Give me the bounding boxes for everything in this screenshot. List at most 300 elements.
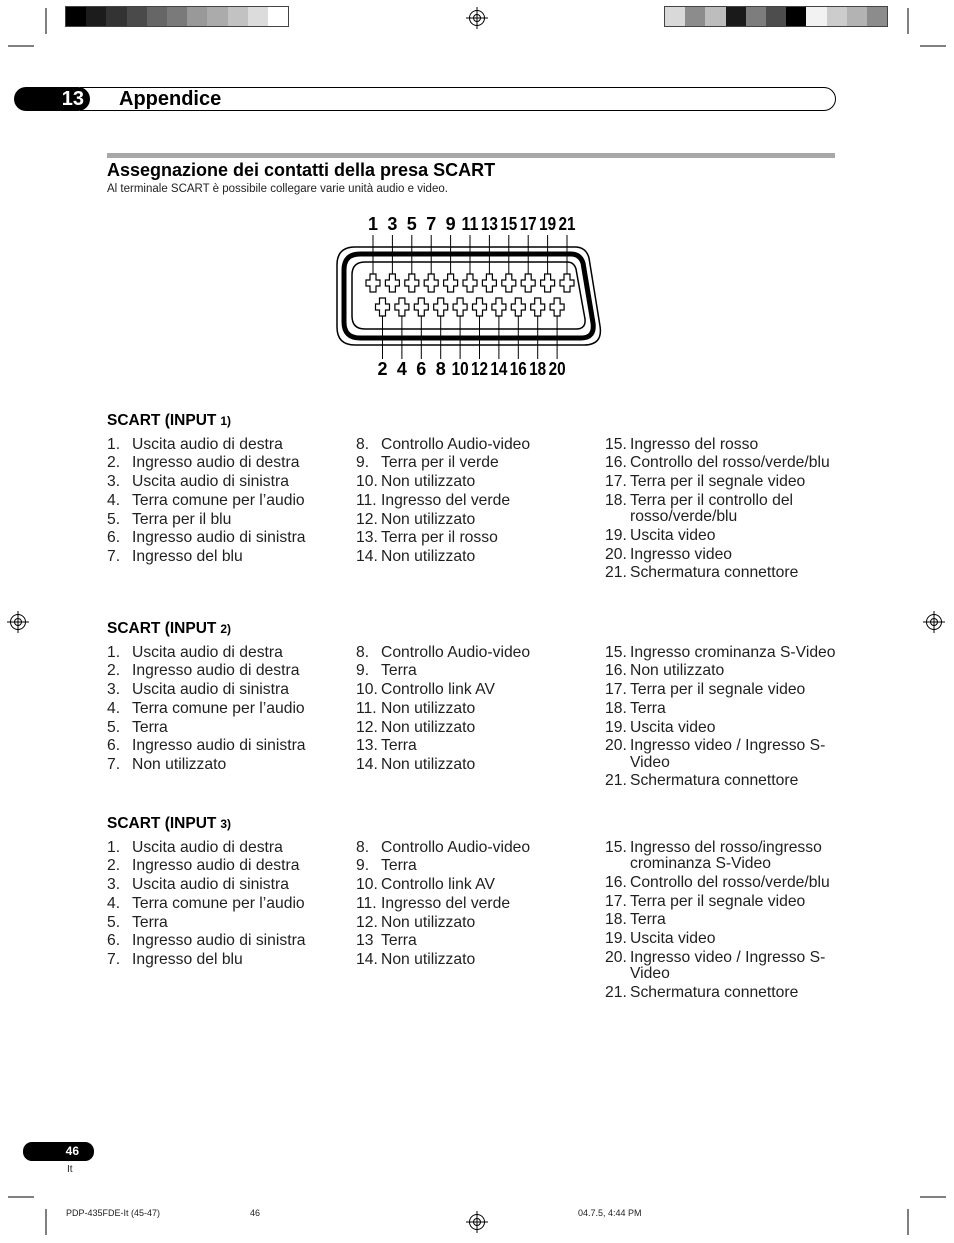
pin-11-label: 11 — [461, 214, 479, 234]
pin-number: 19. — [605, 930, 627, 947]
pin-assignment-item — [605, 682, 845, 699]
pin-assignment-item — [356, 952, 605, 969]
pin-number: 9. — [356, 662, 370, 680]
color-swatch — [867, 7, 887, 26]
pin-number: 11. — [356, 491, 377, 509]
pin-function: Ingresso video — [630, 545, 733, 563]
pin-19-label: 19 — [539, 214, 557, 234]
crop-mark-bottom-right — [908, 1197, 946, 1235]
pin-assignment-item — [107, 701, 356, 718]
pin-number: 9. — [356, 454, 370, 472]
pin-assignment-item — [605, 663, 845, 680]
pin-assignment-item — [107, 738, 356, 755]
pin-function: Uscita audio di destra — [132, 435, 283, 453]
registration-ring — [470, 1215, 485, 1230]
pin-assignment-item — [605, 875, 845, 892]
color-swatch — [228, 7, 248, 26]
heading-input-number: 2) — [220, 622, 232, 636]
pin-15-contact — [502, 274, 516, 292]
pin-function: Terra — [630, 911, 666, 929]
pin-assignment-item — [107, 493, 356, 510]
pin-assignment-item — [356, 720, 605, 737]
pin-function: Non utilizzato — [381, 699, 476, 717]
footer-file-name: PDP-435FDE-It (45-47) — [66, 1208, 161, 1218]
pin-number: 2. — [107, 857, 121, 875]
scart-input-1-section — [107, 412, 847, 584]
page-number-badge — [23, 1142, 94, 1161]
color-swatch — [827, 7, 847, 26]
color-swatch — [147, 7, 167, 26]
pin-assignment-item — [356, 915, 605, 932]
pin-number: 21. — [605, 564, 627, 582]
pin-assignment-item — [605, 840, 845, 873]
pin-16-label: 16 — [509, 359, 527, 379]
pin-number: 7. — [107, 950, 121, 968]
pin-15-label: 15 — [500, 214, 518, 234]
pin-assignment-item — [107, 858, 356, 875]
pin-1-contact — [366, 274, 380, 292]
scart-input-2-section — [107, 620, 847, 792]
pin-assignment-item — [356, 549, 605, 566]
pin-number: 4. — [107, 491, 121, 509]
color-swatch — [685, 7, 705, 26]
pin-assignment-item — [356, 512, 605, 529]
pin-assignment-item — [605, 565, 845, 582]
pin-assignment-item — [107, 682, 356, 699]
pin-number: 13 — [356, 932, 374, 950]
pin-8-label: 8 — [435, 359, 446, 379]
pin-number: 2. — [107, 662, 121, 680]
pin-function: Ingresso audio di sinistra — [132, 932, 306, 950]
pin-number: 17. — [605, 473, 627, 491]
page-number: 46 — [65, 1144, 79, 1158]
pin-2-contact — [376, 298, 390, 316]
pin-number: 7. — [107, 755, 121, 773]
pin-function: Terra per il segnale video — [630, 892, 806, 910]
registration-ring — [470, 11, 485, 26]
pin-function: Terra comune per l’audio — [132, 491, 305, 509]
pin-number: 12. — [356, 510, 378, 528]
pin-6-contact — [414, 298, 428, 316]
registration-ring — [11, 615, 26, 630]
pin-number: 19. — [605, 527, 627, 544]
pin-4-label: 4 — [396, 359, 407, 379]
pin-function: Uscita audio di sinistra — [132, 876, 289, 894]
pin-assignment-item — [605, 894, 845, 911]
pin-assignment-item — [107, 933, 356, 950]
pin-assignment-item — [605, 985, 845, 1002]
pin-assignment-item — [356, 645, 605, 662]
pin-assignment-item — [605, 437, 845, 454]
pin-number: 15. — [605, 435, 627, 453]
color-swatch — [127, 7, 147, 26]
registration-mark-bottom — [466, 1211, 488, 1233]
pin-10-label: 10 — [451, 359, 469, 379]
pin-assignment-item — [107, 530, 356, 547]
pin-function: Terra — [381, 662, 417, 680]
pin-function: Ingresso audio di sinistra — [132, 529, 306, 547]
pin-function: Controllo link AV — [381, 681, 495, 699]
pin-assignment-item — [356, 933, 605, 950]
pin-assignment-item — [605, 455, 845, 472]
pin-function: Non utilizzato — [381, 718, 476, 736]
pin-number: 12. — [356, 718, 378, 736]
pin-number: 18. — [605, 491, 627, 509]
pin-function: Schermatura connettore — [630, 772, 799, 790]
color-swatch — [766, 7, 786, 26]
color-swatch — [806, 7, 826, 26]
heading-label: SCART (INPUT — [107, 620, 217, 637]
pin-function: Terra — [132, 718, 168, 736]
pin-number: 5. — [107, 510, 121, 528]
color-swatch — [665, 7, 685, 26]
registration-inner-ring — [474, 1219, 481, 1226]
pin-10-contact — [453, 298, 467, 316]
pin-assignment-item — [356, 437, 605, 454]
pin-number: 11. — [356, 699, 377, 717]
pin-function: Uscita video — [630, 718, 716, 736]
pin-function: Non utilizzato — [381, 547, 476, 565]
pin-function: Non utilizzato — [381, 755, 476, 773]
color-swatch — [86, 7, 106, 26]
crop-mark-top-right — [908, 8, 946, 46]
scart-input-3-section — [107, 815, 847, 1004]
heading-input-number: 3) — [220, 817, 232, 831]
pin-assignment-columns — [107, 645, 847, 792]
pin-function: Non utilizzato — [381, 913, 476, 931]
pin-number: 1. — [107, 435, 121, 453]
registration-mark-right — [923, 611, 945, 633]
pin-assignment-item — [356, 530, 605, 547]
pin-number: 13. — [356, 737, 378, 755]
pin-number: 10. — [356, 473, 378, 491]
pin-5-contact — [405, 274, 419, 292]
color-swatch — [207, 7, 227, 26]
pin-number: 3. — [107, 681, 121, 699]
pin-number: 13. — [356, 529, 378, 547]
pin-number: 17. — [605, 681, 627, 699]
pin-number: 6. — [107, 737, 121, 755]
pin-21-label: 21 — [558, 214, 576, 234]
pin-number: 12. — [356, 913, 378, 931]
pin-number: 20. — [605, 737, 627, 755]
chapter-number: 13 — [61, 88, 84, 110]
pin-number: 20. — [605, 545, 627, 563]
pin-18-contact — [531, 298, 545, 316]
pin-assignment-item — [605, 547, 845, 564]
pin-function: Schermatura connettore — [630, 983, 799, 1001]
pin-assignment-item — [356, 877, 605, 894]
pin-number: 10. — [356, 876, 378, 894]
pin-assignment-item — [107, 512, 356, 529]
pin-function: Ingresso del blu — [132, 950, 243, 968]
pin-number: 11. — [356, 894, 377, 912]
registration-ring — [927, 615, 942, 630]
pin-number: 8. — [356, 435, 370, 453]
pin-assignment-item — [356, 493, 605, 510]
pin-assignment-item — [107, 896, 356, 913]
pin-number: 14. — [356, 755, 378, 773]
color-swatch — [248, 7, 268, 26]
registration-inner-ring — [474, 15, 481, 22]
pin-assignment-item — [107, 455, 356, 472]
color-swatch — [66, 7, 86, 26]
pin-number: 16. — [605, 873, 627, 891]
pin-assignment-item — [107, 663, 356, 680]
pin-assignment-item — [356, 474, 605, 491]
registration-inner-ring — [15, 619, 22, 626]
crop-mark-top-left — [8, 8, 46, 46]
pin-assignment-column — [356, 437, 605, 584]
pin-assignment-column — [107, 645, 356, 792]
pin-assignment-item — [107, 437, 356, 454]
chapter-title: Appendice — [119, 88, 222, 110]
pin-7-contact — [424, 274, 438, 292]
pin-function: Terra per il verde — [381, 454, 499, 472]
section-divider — [107, 153, 835, 158]
pin-function: Terra — [381, 857, 417, 875]
pin-number: 8. — [356, 838, 370, 856]
page-language: It — [67, 1164, 73, 1175]
pin-number: 6. — [107, 932, 121, 950]
pin-number: 15. — [605, 643, 627, 661]
pin-12-label: 12 — [471, 359, 488, 379]
pin-assignment-item — [356, 858, 605, 875]
pin-function: Ingresso audio di destra — [132, 454, 300, 472]
pin-8-contact — [434, 298, 448, 316]
pin-function: Ingresso audio di sinistra — [132, 737, 306, 755]
heading-input-number: 1) — [220, 414, 232, 428]
pin-function: Non utilizzato — [381, 950, 476, 968]
scart-input-1-heading — [107, 412, 847, 430]
pin-assignment-item — [107, 952, 356, 969]
color-swatch — [705, 7, 725, 26]
pin-function: Controllo del rosso/verde/blu — [630, 454, 830, 472]
pin-assignment-item — [605, 912, 845, 929]
pin-9-contact — [444, 274, 458, 292]
pin-number: 18. — [605, 699, 627, 717]
pin-function: Ingresso audio di destra — [132, 857, 300, 875]
pin-assignment-item — [605, 474, 845, 491]
pin-number: 1. — [107, 838, 121, 856]
pin-number: 20. — [605, 948, 627, 966]
pin-function: Terra per il rosso — [381, 529, 498, 547]
pin-function: Uscita video — [630, 527, 716, 544]
crop-mark-bottom-left — [8, 1197, 46, 1235]
scart-connector-diagram — [0, 200, 954, 390]
footer-timestamp: 04.7.5, 4:44 PM — [578, 1208, 642, 1218]
pin-function: Ingresso del rosso — [630, 435, 759, 453]
pin-assignment-item — [605, 773, 845, 790]
chapter-number-badge — [14, 87, 90, 111]
pin-function: Controllo Audio-video — [381, 435, 531, 453]
pin-assignment-item — [605, 701, 845, 718]
registration-mark-top — [466, 7, 488, 29]
pin-function: Controllo Audio-video — [381, 643, 531, 661]
pin-number: 16. — [605, 662, 627, 680]
pin-function: Uscita audio di sinistra — [132, 473, 289, 491]
pin-function: Schermatura connettore — [630, 564, 799, 582]
pin-function: Uscita audio di destra — [132, 643, 283, 661]
pin-assignment-column — [605, 645, 845, 792]
pin-function: Terra — [132, 913, 168, 931]
pin-function: Uscita audio di destra — [132, 838, 283, 856]
pin-function: Ingresso del verde — [381, 491, 511, 509]
pin-3-contact — [385, 274, 399, 292]
pin-number: 16. — [605, 454, 627, 472]
pin-assignment-item — [605, 493, 845, 526]
pin-assignment-item — [356, 455, 605, 472]
footer-page: 46 — [250, 1208, 261, 1218]
pin-function: Ingresso crominanza S-Video — [630, 643, 836, 661]
pin-function: Non utilizzato — [630, 662, 725, 680]
connector-shell-band — [344, 254, 593, 338]
pin-function: Terra per il controllo del rosso/verde/blu — [630, 491, 794, 526]
pin-function: Ingresso del blu — [132, 547, 243, 565]
pin-function: Ingresso del verde — [381, 894, 511, 912]
pin-function: Terra — [381, 932, 417, 950]
pin-assignment-item — [356, 840, 605, 857]
pin-assignment-item — [356, 663, 605, 680]
color-swatch — [106, 7, 126, 26]
pin-assignment-item — [107, 720, 356, 737]
pin-number: 15. — [605, 838, 627, 856]
pin-assignment-column — [107, 840, 356, 1004]
pin-assignment-columns — [107, 840, 847, 1004]
pin-19-contact — [541, 274, 555, 292]
pin-14-label: 14 — [490, 359, 508, 379]
pin-function: Terra per il segnale video — [630, 473, 806, 491]
pin-21-contact — [560, 274, 574, 292]
pin-1-label: 1 — [367, 214, 379, 234]
pin-function: Terra — [381, 737, 417, 755]
registration-mark-left — [7, 611, 29, 633]
pin-number: 2. — [107, 454, 121, 472]
color-bar-left — [66, 7, 288, 26]
pin-17-label: 17 — [519, 214, 537, 234]
pin-function: Non utilizzato — [132, 755, 227, 773]
pin-number: 4. — [107, 894, 121, 912]
pin-number: 6. — [107, 529, 121, 547]
pin-number: 19. — [605, 718, 627, 736]
pin-14-contact — [492, 298, 506, 316]
pin-assignment-column — [605, 840, 845, 1004]
pin-assignment-column — [356, 645, 605, 792]
pin-function: Terra per il blu — [132, 510, 232, 528]
pin-assignment-item — [107, 757, 356, 774]
pin-function: Ingresso video / Ingresso S-Video — [630, 948, 826, 983]
pin-function: Controllo del rosso/verde/blu — [630, 873, 830, 891]
pin-assignment-item — [107, 915, 356, 932]
color-swatch — [746, 7, 766, 26]
pin-number: 8. — [356, 643, 370, 661]
pin-assignment-columns — [107, 437, 847, 584]
pin-20-label: 20 — [548, 359, 566, 379]
pin-function: Controllo link AV — [381, 876, 495, 894]
pin-number: 1. — [107, 643, 121, 661]
pin-16-contact — [511, 298, 525, 316]
pin-number: 21. — [605, 772, 627, 790]
pin-20-contact — [550, 298, 564, 316]
pin-assignment-item — [356, 757, 605, 774]
pin-function: Non utilizzato — [381, 473, 476, 491]
pin-number: 3. — [107, 876, 121, 894]
pin-assignment-item — [107, 840, 356, 857]
pin-assignment-item — [605, 720, 845, 737]
section-title: Assegnazione dei contatti della presa SCART — [107, 160, 496, 180]
pin-9-label: 9 — [445, 214, 456, 234]
pin-assignment-column — [107, 437, 356, 584]
pin-assignment-item — [356, 682, 605, 699]
scart-input-2-heading — [107, 620, 847, 638]
pin-assignment-item — [605, 738, 845, 771]
pin-number: 4. — [107, 699, 121, 717]
pin-function: Ingresso audio di destra — [132, 662, 300, 680]
pin-assignment-item — [605, 645, 845, 662]
pin-number: 3. — [107, 473, 121, 491]
pin-6-label: 6 — [416, 359, 427, 379]
pin-3-label: 3 — [387, 214, 398, 234]
pin-number: 21. — [605, 983, 627, 1001]
pin-assignment-item — [107, 549, 356, 566]
pin-function: Ingresso del rosso/ingresso crominanza S-Video — [630, 838, 822, 873]
pin-number: 10. — [356, 681, 378, 699]
pin-assignment-item — [605, 931, 845, 948]
pin-function: Non utilizzato — [381, 510, 476, 528]
pin-4-contact — [395, 298, 409, 316]
color-swatch — [167, 7, 187, 26]
pin-assignment-item — [356, 896, 605, 913]
pin-11-contact — [463, 274, 477, 292]
pin-function: Terra — [630, 699, 666, 717]
connector-pins — [366, 214, 576, 379]
chapter-header — [80, 87, 836, 111]
heading-label: SCART (INPUT — [107, 412, 217, 429]
pin-7-label: 7 — [426, 214, 437, 234]
color-bar-right — [665, 7, 887, 26]
pin-assignment-item — [107, 474, 356, 491]
pin-18-label: 18 — [529, 359, 547, 379]
pin-function: Terra per il segnale video — [630, 681, 806, 699]
pin-function: Controllo Audio-video — [381, 838, 531, 856]
pin-2-label: 2 — [377, 359, 388, 379]
color-swatch — [847, 7, 867, 26]
pin-assignment-item — [107, 645, 356, 662]
pin-function: Terra comune per l’audio — [132, 894, 305, 912]
section-intro: Al terminale SCART è possibile collegare varie unità audio e video. — [107, 183, 448, 195]
pin-assignment-column — [605, 437, 845, 584]
pin-13-contact — [482, 274, 496, 292]
pin-function: Terra comune per l’audio — [132, 699, 305, 717]
pin-12-contact — [473, 298, 487, 316]
pin-assignment-item — [605, 528, 845, 545]
pin-number: 9. — [356, 857, 370, 875]
pin-number: 17. — [605, 892, 627, 910]
pin-assignment-column — [356, 840, 605, 1004]
color-swatch — [268, 7, 288, 26]
color-swatch — [726, 7, 746, 26]
pin-assignment-item — [356, 738, 605, 755]
pin-number: 14. — [356, 950, 378, 968]
pin-number: 14. — [356, 547, 378, 565]
pin-function: Uscita audio di sinistra — [132, 681, 289, 699]
heading-label: SCART (INPUT — [107, 815, 217, 832]
pin-number: 7. — [107, 547, 121, 565]
pin-number: 18. — [605, 911, 627, 929]
pin-13-label: 13 — [480, 214, 498, 234]
pin-assignment-item — [605, 950, 845, 983]
pin-assignment-item — [107, 877, 356, 894]
